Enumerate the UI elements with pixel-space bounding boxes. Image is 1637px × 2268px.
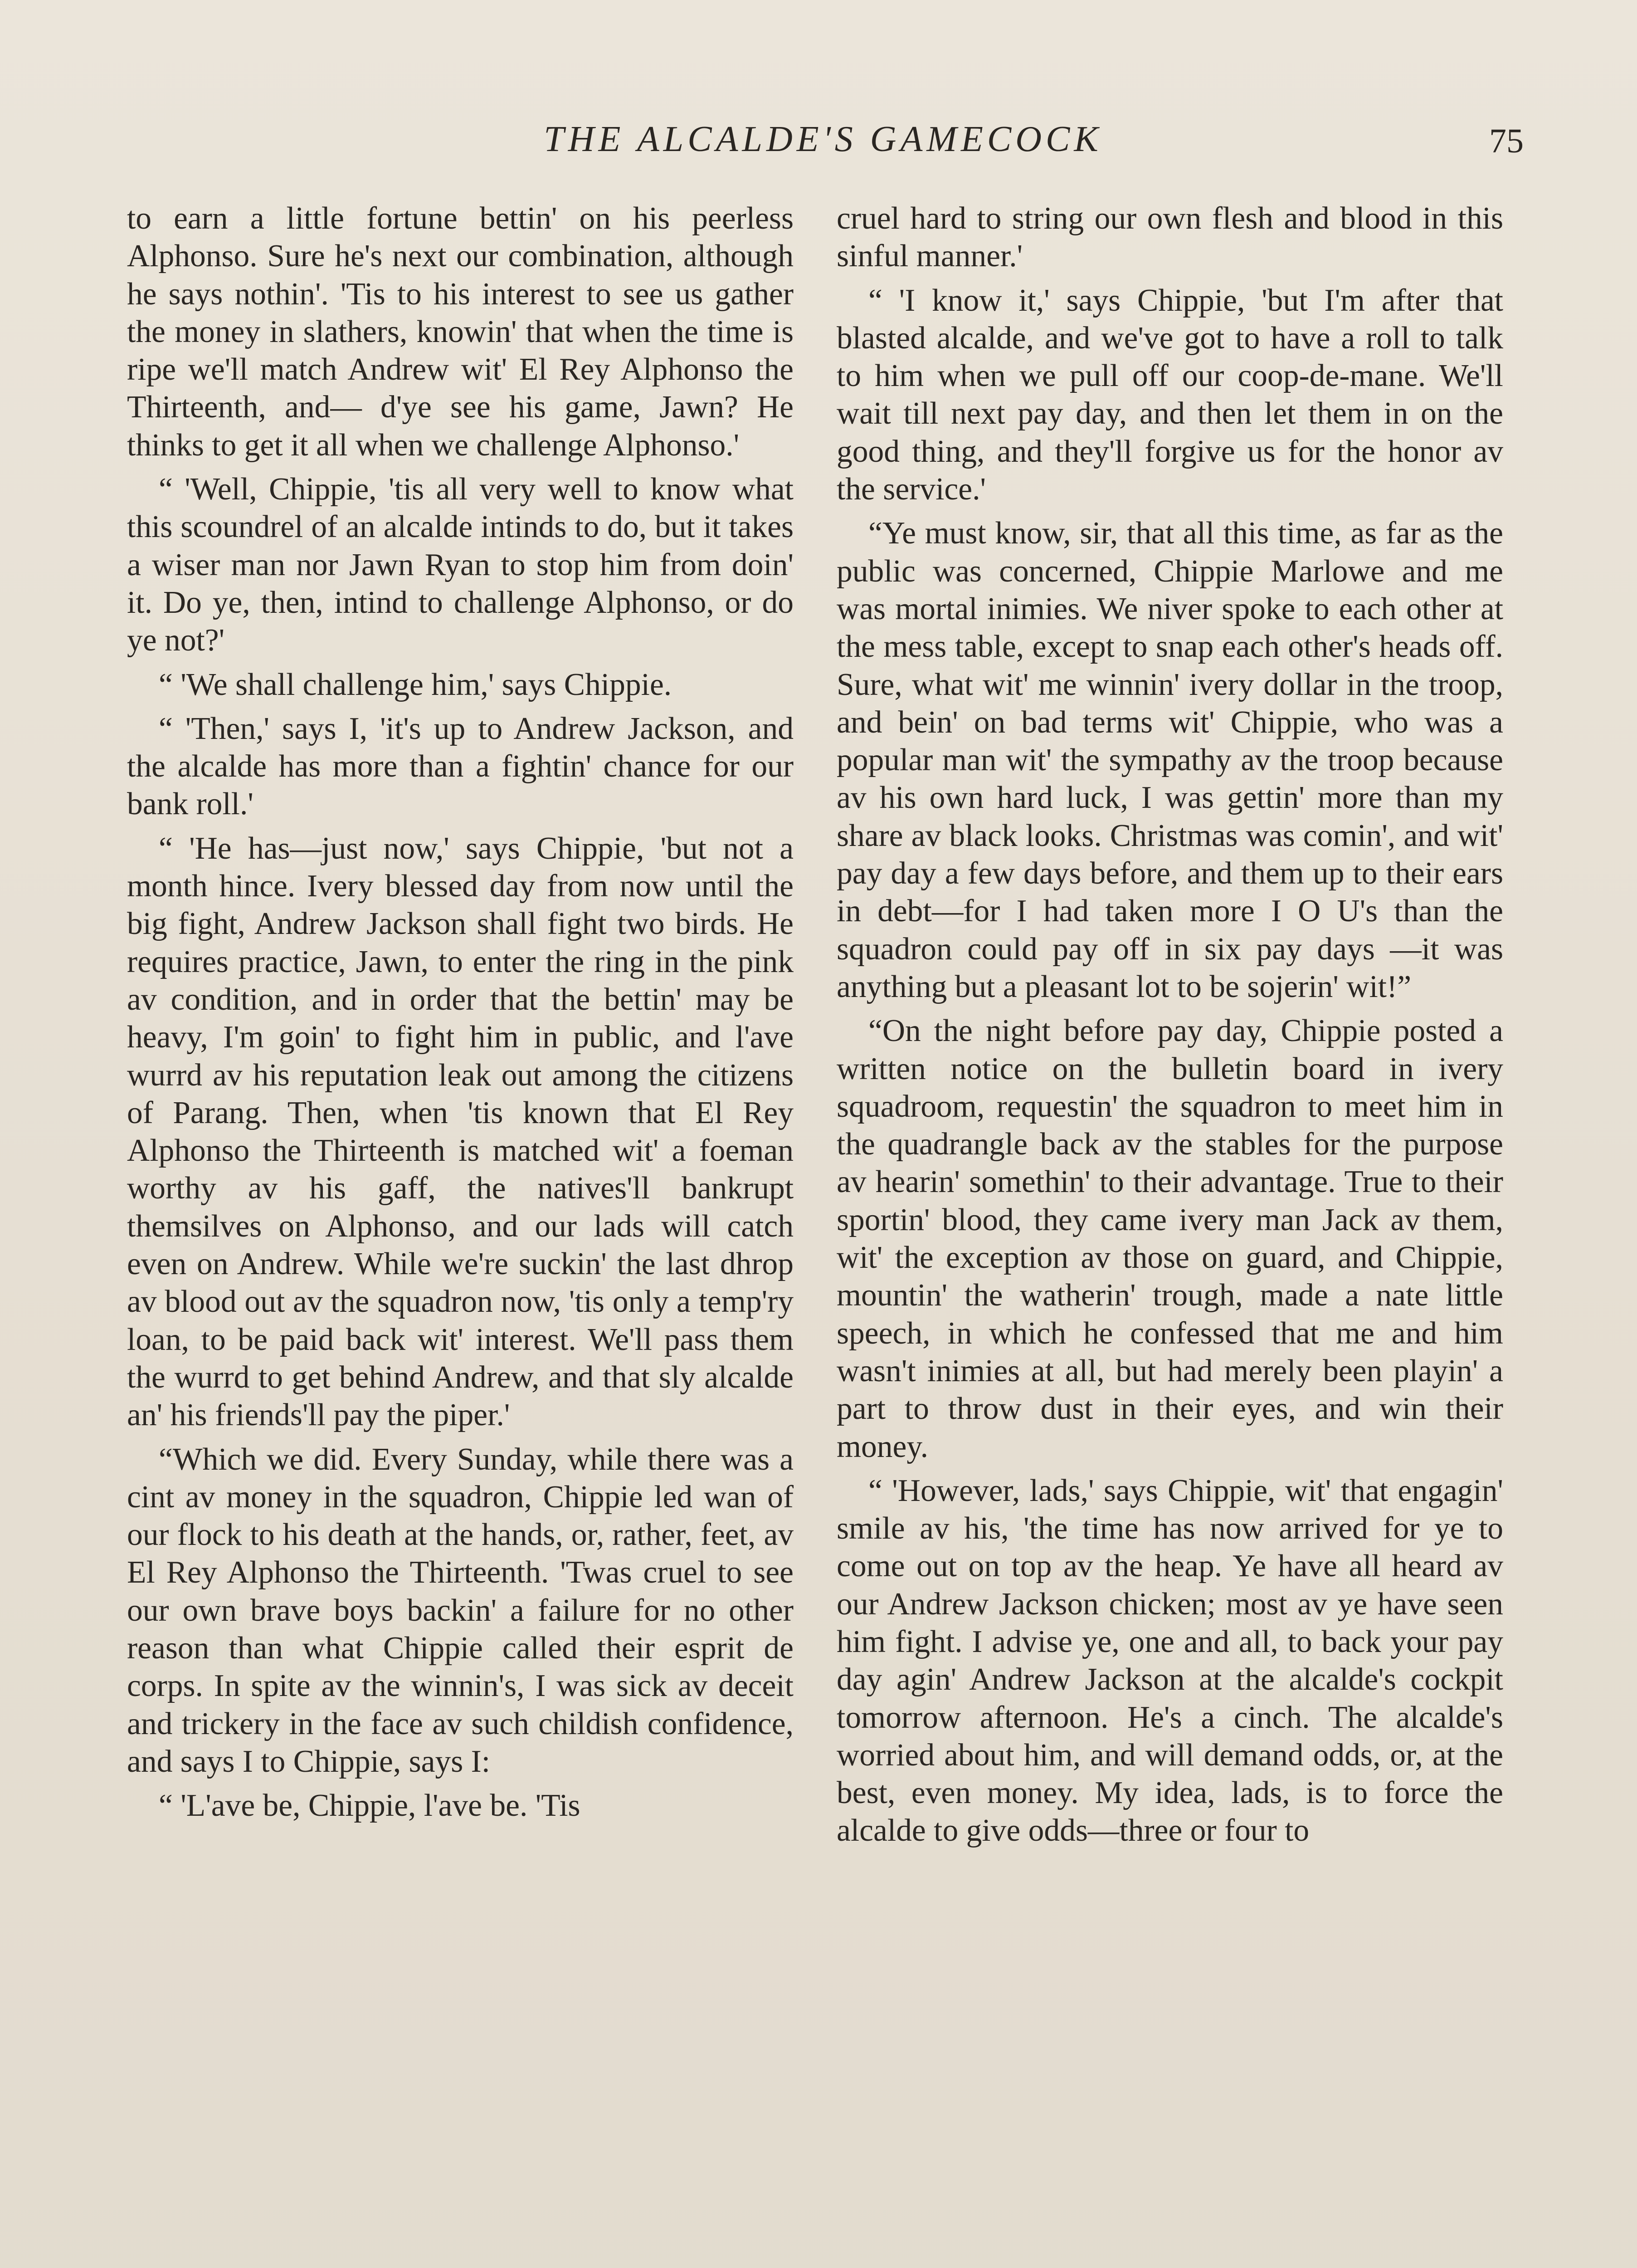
paragraph: “ 'I know it,' says Chippie, 'but I'm after that blasted alcalde, and we've got to have a roll to talk to him when we pull off our coop-de-mane. We'll wait till next pay day, and then let them in on the good thing, and they'll forgive us for the honor av the service.' <box>837 283 1503 507</box>
paragraph: “Ye must know, sir, that all this time, as far as the public was concerned, Chippie Marlowe and me was mortal inimies. We niver spoke to each other at the mess table, except to snap each other's heads off. Sure, what wit' me winnin' ivery dollar in the troop, and bein' on bad terms wit' Chippie, who was a popular man wit' the sympathy av the troop because av his own hard luck, I was gettin' more than my share av black looks. Christmas was comin', and wit' pay day a few days before, and them up to their ears in debt—for I had taken more I O U's than the squadron could pay off in six pay days —it was anything but a pleasant lot to be sojerin' wit!” <box>837 516 1503 1004</box>
paragraph: “ 'We shall challenge him,' says Chippie. <box>159 667 672 702</box>
running-title: THE ALCALDE'S GAMECOCK <box>544 119 1102 159</box>
page-header <box>122 119 1524 169</box>
left-column <box>127 200 794 1824</box>
paragraph: cruel hard to string our own flesh and blood in this sinful manner.' <box>837 201 1503 274</box>
page-number: 75 <box>1489 122 1524 160</box>
paragraph: “Which we did. Every Sunday, while there was a cint av money in the squadron, Chippie led wan of our flock to his death at the hands, or, rather, feet, av El Rey Alphonso the Thirteenth. 'Twas cruel to see our own brave boys backin' a failure for no other reason than what Chippie called their esprit de corps. In spite av the winnin's, I was sick av deceit and trickery in the face av such childish confidence, and says I to Chippie, says I: <box>127 1442 794 1779</box>
paragraph: “ 'Then,' says I, 'it's up to Andrew Jackson, and the alcalde has more than a fightin' chance for our bank roll.' <box>127 711 794 822</box>
paragraph: “On the night before pay day, Chippie posted a written notice on the bulletin board in ivery squadroom, requestin' the squadron to meet him in the quadrangle back av the stables for the purpose av hearin' somethin' to their advantage. True to their sportin' blood, they came ivery man Jack av them, wit' the exception av those on guard, and Chippie, mountin' the watherin' trough, made a nate little speech, in which he confessed that me and him wasn't inimies at all, but had merely been playin' a part to throw dust in their eyes, and win their money. <box>837 1013 1503 1464</box>
paragraph: “ 'However, lads,' says Chippie, wit' that engagin' smile av his, 'the time has now arrived for ye to come out on top av the heap. Ye have all heard av our Andrew Jackson chicken; most av ye have seen him fight. I advise ye, one and all, to back your pay day agin' Andrew Jackson at the alcalde's cockpit tomorrow afternoon. He's a cinch. The alcalde's worried about him, and will demand odds, or, at the best, even money. My idea, lads, is to force the alcalde to give odds—three or four to <box>837 1473 1503 1848</box>
paragraph: “ 'He has—just now,' says Chippie, 'but not a month hince. Ivery blessed day from now until the big fight, Andrew Jackson shall fight two birds. He requires practice, Jawn, to enter the ring in the pink av condition, and in order that the bettin' may be heavy, I'm goin' to fight him in public, and l'ave wurrd av his reputation leak out among the citizens of Parang. Then, when 'tis known that El Rey Alphonso the Thirteenth is matched wit' a foeman worthy av his gaff, the natives'll bankrupt themsilves on Alphonso, and our lads will catch even on Andrew. While we're suckin' the last dhrop av blood out av the squadron now, 'tis only a temp'ry loan, to be paid back wit' interest. We'll pass them the wurrd to get behind Andrew, and that sly alcalde an' his friends'll pay the piper.' <box>127 831 794 1433</box>
paragraph: “ 'Well, Chippie, 'tis all very well to know what this scoundrel of an alcalde intinds to do, but it takes a wiser man nor Jawn Ryan to stop him from doin' it. Do ye, then, intind to challenge Alphonso, or do ye not?' <box>127 472 794 658</box>
right-column <box>837 200 1503 1850</box>
paragraph: “ 'L'ave be, Chippie, l'ave be. 'Tis <box>159 1788 580 1823</box>
paragraph: to earn a little fortune bettin' on his peerless Alphonso. Sure he's next our combination, although he says nothin'. 'Tis to his interest to see us gather the money in slathers, knowin' that when the time is ripe we'll match Andrew wit' El Rey Alphonso the Thirteenth, and— d'ye see his game, Jawn? He thinks to get it all when we challenge Alphonso.' <box>127 201 794 463</box>
